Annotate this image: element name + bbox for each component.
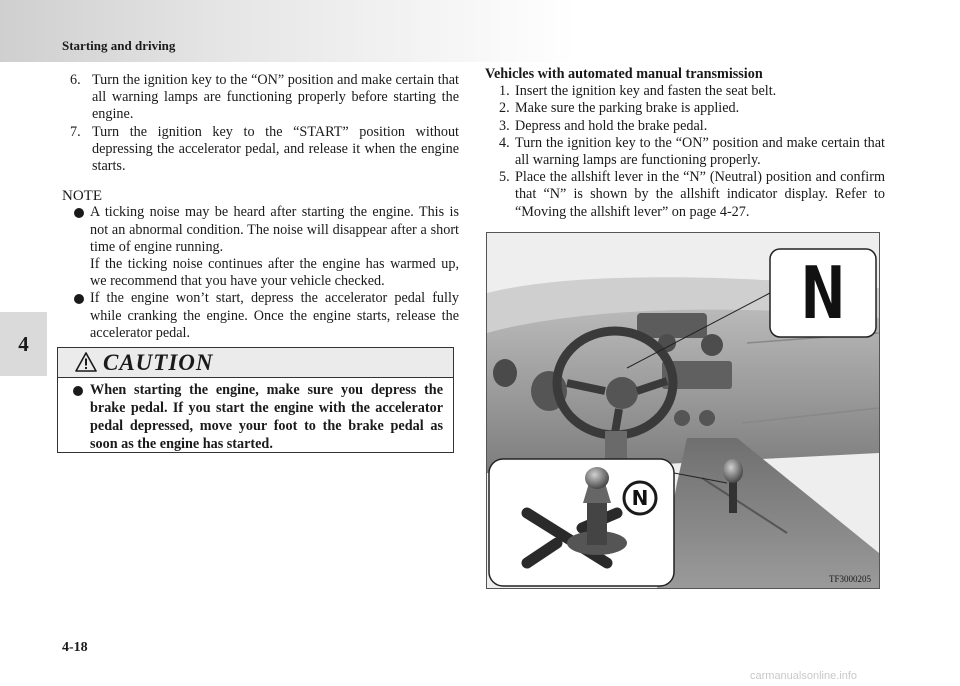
step-number: 2.: [499, 100, 510, 117]
step-text: Turn the ignition key to the “ON” position and make certain that all warning lamps are functioning properly before starting the engine.: [92, 72, 459, 123]
watermark: carmanualsonline.info: [750, 670, 858, 682]
caution-text: When starting the engine, make sure you depress the brake pedal. If you start the engine with the accelerator pedal depressed, move your foot to the brake pedal as soon as the engine has started.: [90, 382, 443, 452]
right-column: [485, 66, 885, 221]
note-item: [74, 290, 459, 342]
step-number: 3.: [499, 117, 510, 134]
amt-step-4: [485, 135, 885, 169]
caution-title: CAUTION: [103, 349, 214, 375]
amt-step-5: [485, 169, 885, 221]
section-title: Starting and driving: [62, 38, 176, 53]
note-item: [74, 204, 459, 256]
subsection-heading: Vehicles with automated manual transmission: [485, 66, 763, 82]
left-column: [62, 72, 459, 342]
neutral-badge-letter: N: [631, 486, 649, 510]
step-text: Place the allshift lever in the “N” (Neutral) position and confirm that “N” is shown by the allshift indicator display. Refer to “Moving the allshift lever” on page 4-27.: [515, 169, 885, 220]
step-text: Make sure the parking brake is applied.: [515, 100, 740, 117]
step-6: [70, 72, 459, 124]
note-text: If the ticking noise continues after the engine has warmed up, we recommend that you have your vehicle checked.: [90, 256, 459, 290]
caution-box: [57, 347, 454, 453]
note-text: A ticking noise may be heard after starting the engine. This is not an abnormal condition. The noise will disappear after a short time of engine running.: [90, 204, 459, 255]
caution-header: [58, 348, 453, 378]
step-text: Depress and hold the brake pedal.: [515, 117, 708, 134]
bullet-icon: [73, 386, 83, 396]
caution-body: [58, 378, 453, 453]
note-text: If the engine won’t start, depress the accelerator pedal fully while cranking the engine. Once the engine starts, release the accelerator pedal.: [90, 290, 459, 341]
step-number: 1.: [499, 83, 510, 100]
step-number: 4.: [499, 134, 510, 151]
step-text: Turn the ignition key to the “START” position without depressing the accelerator pedal, and release it when the engine starts.: [92, 123, 459, 175]
amt-step-2: [485, 100, 885, 117]
bullet-icon: [74, 294, 84, 304]
dashboard-illustration: [486, 232, 880, 589]
chapter-tab: 4: [0, 312, 47, 376]
allshift-indicator-display: [773, 252, 873, 334]
amt-step-1: [485, 83, 885, 100]
step-7: [70, 123, 459, 176]
step-number: 5.: [499, 169, 510, 186]
step-number: 6.: [70, 72, 81, 88]
figure-code: TF3000205: [828, 574, 871, 584]
page-number: 4-18: [62, 640, 88, 655]
neutral-badge: [624, 482, 656, 514]
indicator-letter: N: [801, 251, 845, 335]
amt-step-3: [485, 118, 885, 135]
step-text: Turn the ignition key to the “ON” position and make certain that all warning lamps are functioning properly.: [515, 134, 885, 169]
warning-triangle-icon: [75, 352, 97, 372]
note-label: NOTE: [62, 188, 102, 205]
note-item-continued: [74, 256, 459, 290]
step-number: 7.: [70, 123, 81, 140]
bullet-icon: [74, 208, 84, 218]
step-text: Insert the ignition key and fasten the seat belt.: [515, 83, 777, 100]
